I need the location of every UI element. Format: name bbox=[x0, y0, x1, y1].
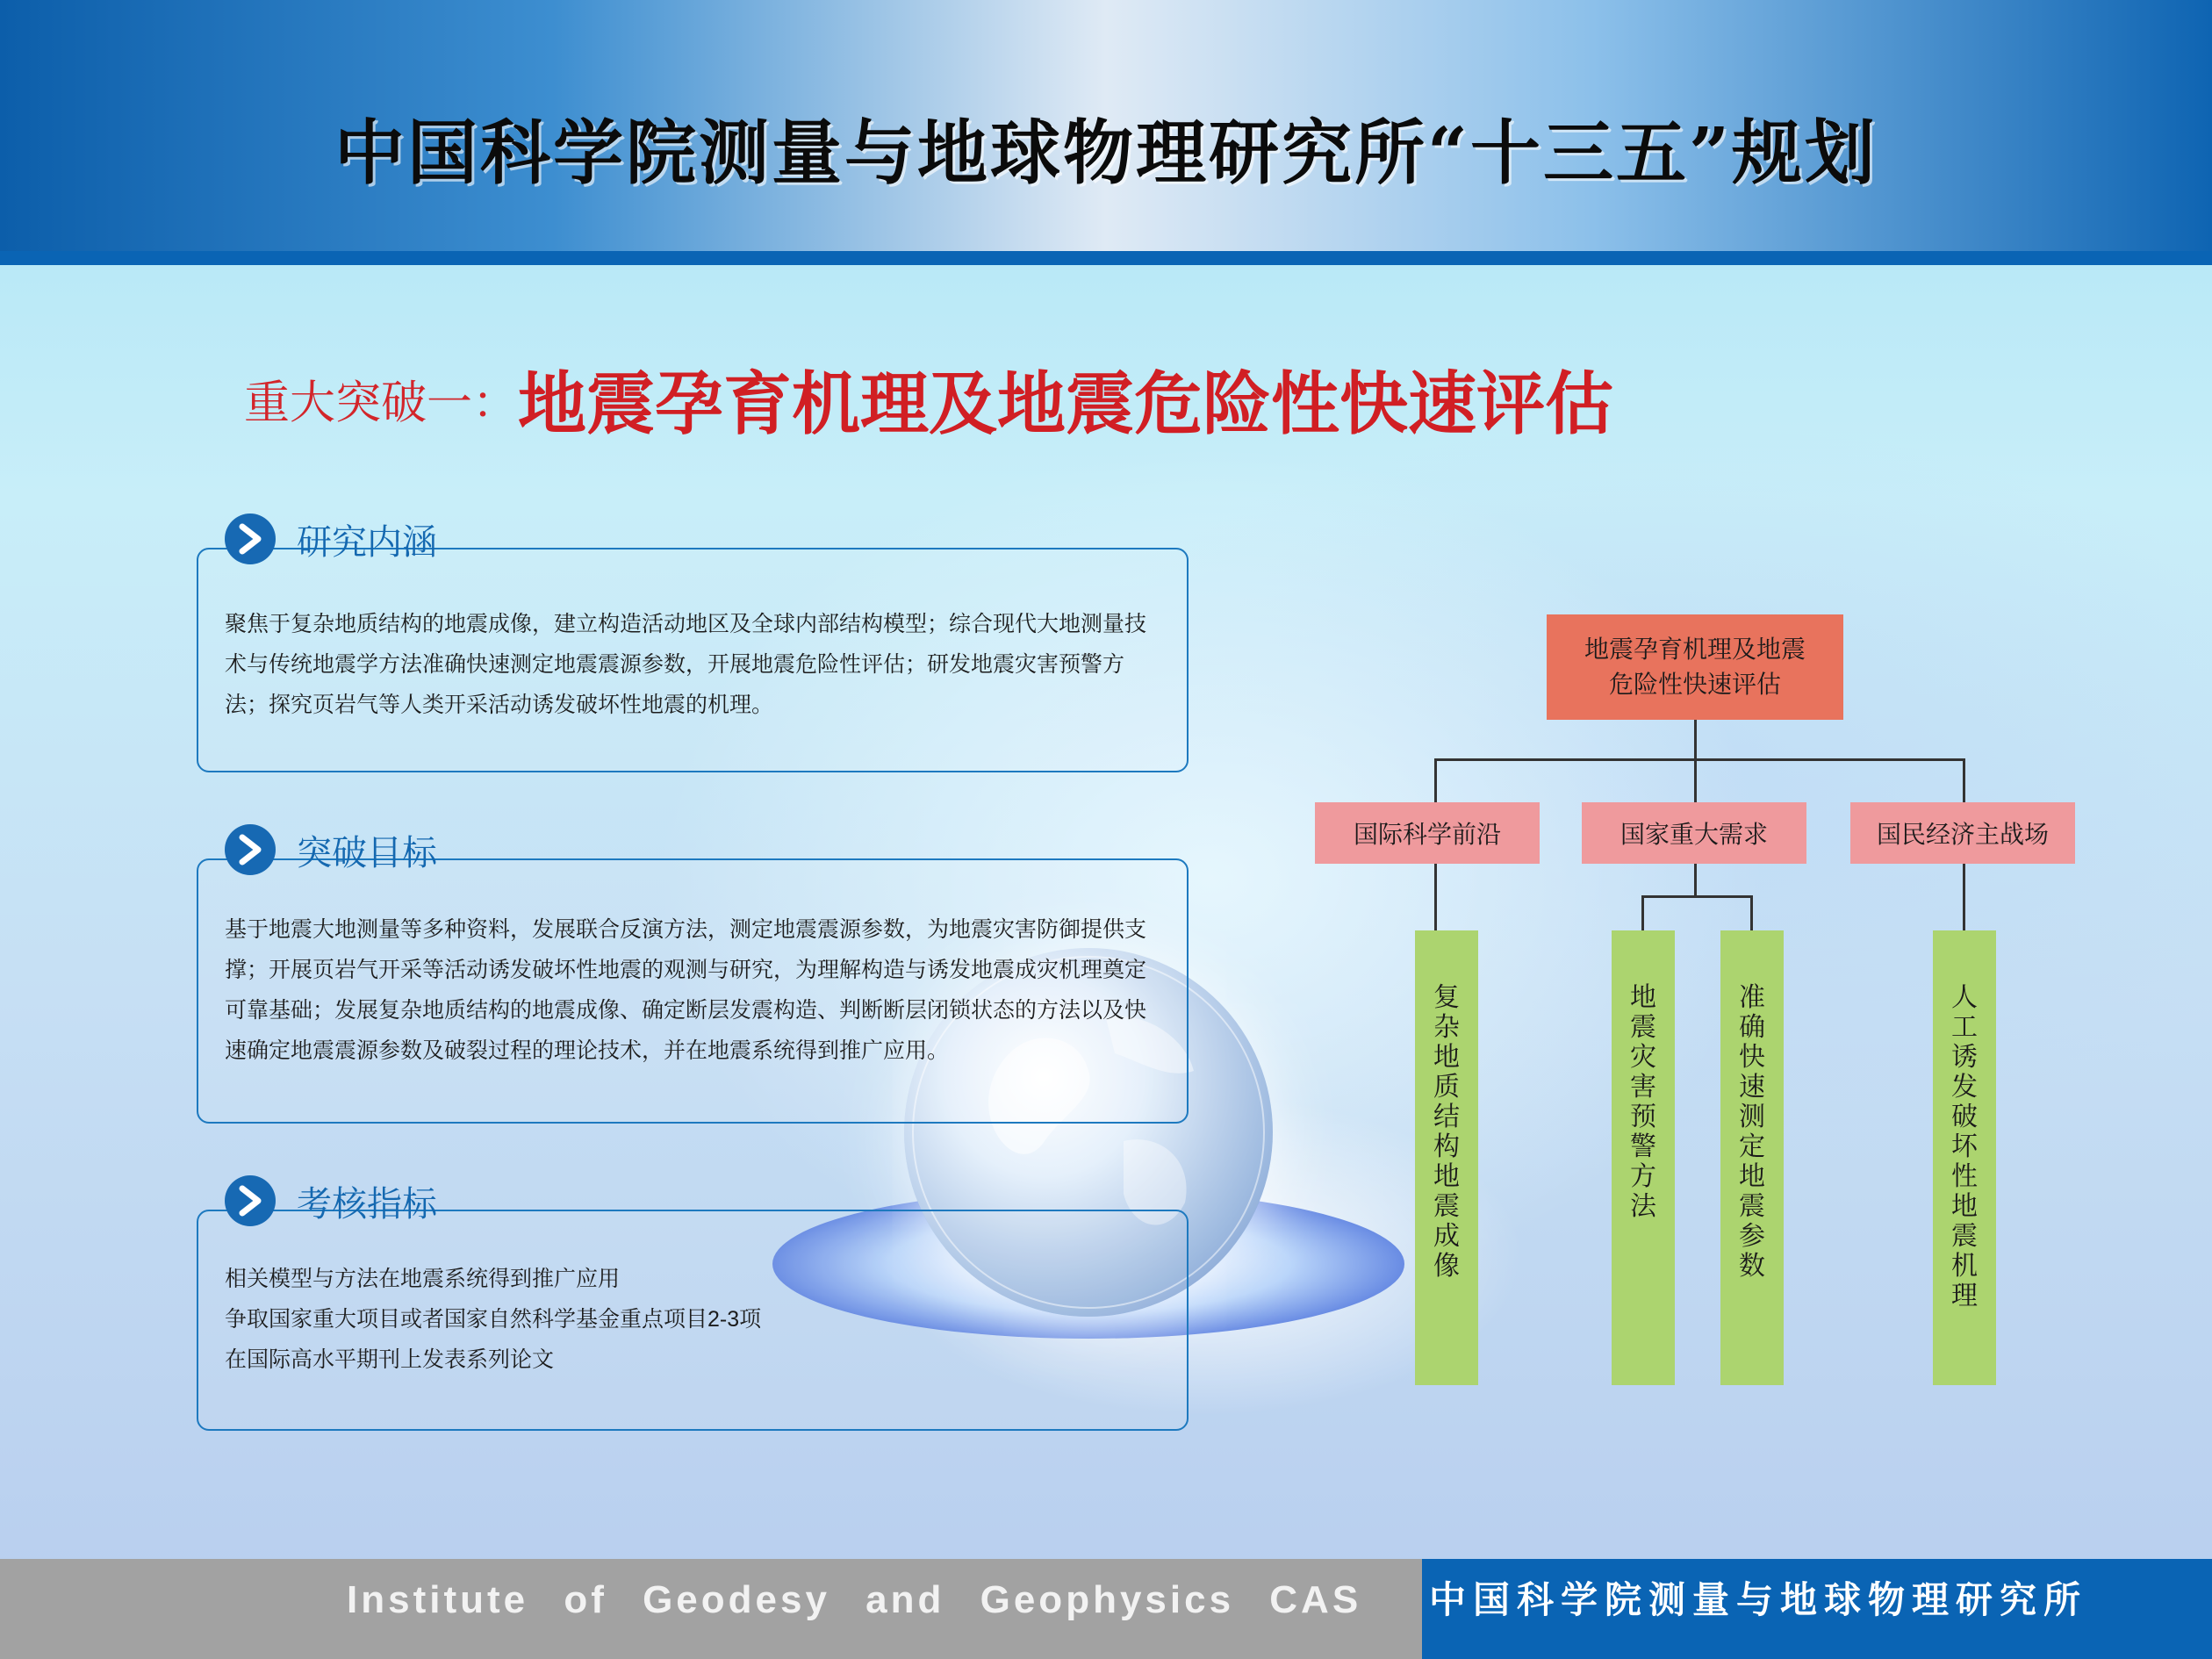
connector bbox=[1750, 895, 1753, 930]
tree-leaf-node bbox=[1612, 930, 1675, 1385]
connector bbox=[1963, 864, 1965, 930]
connector bbox=[1434, 758, 1437, 802]
section-title: 突破目标 bbox=[297, 833, 437, 873]
body-line: 可靠基础；发展复杂地质结构的地震成像、确定断层发震构造、判断断层闭锁状态的方法以及快 bbox=[225, 998, 1147, 1023]
section-header bbox=[225, 823, 451, 876]
section-research-content bbox=[197, 522, 1189, 772]
body-line: 相关模型与方法在地震系统得到推广应用 bbox=[225, 1267, 621, 1291]
body-line: 在国际高水平期刊上发表系列论文 bbox=[225, 1347, 555, 1372]
headline-prefix: 重大突破一： bbox=[244, 377, 519, 429]
body-line: 基于地震大地测量等多种资料，发展联合反演方法，测定地震震源参数，为地震灾害防御提供支 bbox=[225, 917, 1147, 942]
header-band bbox=[0, 251, 2212, 265]
body-line: 争取国家重大项目或者国家自然科学基金重点项目2-3项 bbox=[225, 1307, 762, 1332]
leaf-label: 准确快速测定地震参数 bbox=[1739, 983, 1765, 1281]
body-line: 聚焦于复杂地质结构的地震成像，建立构造活动地区及全球内部结构模型；综合现代大地测量技 bbox=[225, 612, 1147, 636]
connector bbox=[1694, 758, 1697, 802]
breakthrough-headline bbox=[244, 349, 1613, 448]
connector bbox=[1694, 720, 1697, 760]
leaf-label: 人工诱发破坏性地震机理 bbox=[1951, 983, 1978, 1311]
section-body bbox=[225, 604, 1164, 725]
section-body bbox=[225, 1259, 1164, 1380]
section-header bbox=[225, 513, 451, 565]
section-title: 考核指标 bbox=[297, 1184, 437, 1224]
body-line: 法；探究页岩气等人类开采活动诱发破坏性地震的机理。 bbox=[225, 693, 774, 717]
leaf-label: 复杂地质结构地震成像 bbox=[1433, 983, 1460, 1281]
tree-leaf-node bbox=[1415, 930, 1478, 1385]
connector bbox=[1641, 895, 1644, 930]
footer-chinese-name: 中国科学院测量与地球物理研究所 bbox=[1429, 1578, 2088, 1621]
root-label-line: 地震孕育机理及地震 bbox=[1584, 636, 1806, 663]
connector bbox=[1434, 864, 1437, 930]
connector bbox=[1641, 895, 1750, 898]
body-line: 术与传统地震学方法准确快速测定地震震源参数，开展地震危险性评估；研发地震灾害预警方 bbox=[225, 652, 1125, 677]
connector bbox=[1694, 864, 1697, 897]
headline-main: 地震孕育机理及地震危险性快速评估 bbox=[518, 364, 1614, 444]
tree-root-node bbox=[1547, 614, 1843, 720]
chevron-right-icon bbox=[225, 824, 276, 875]
tree-leaf-node bbox=[1933, 930, 1996, 1385]
section-assessment-indicators bbox=[197, 1184, 1189, 1431]
section-body bbox=[225, 909, 1164, 1071]
section-header bbox=[225, 1174, 451, 1227]
tree-mid-node: 国家重大需求 bbox=[1582, 802, 1806, 864]
section-breakthrough-goals bbox=[197, 833, 1189, 1124]
leaf-label: 地震灾害预警方法 bbox=[1630, 983, 1656, 1221]
body-line: 速确定地震震源参数及破裂过程的理论技术，并在地震系统得到推广应用。 bbox=[225, 1038, 950, 1063]
footer-english-name: Institute of Geodesy and Geophysics CAS bbox=[347, 1578, 1362, 1621]
chevron-right-icon bbox=[225, 1175, 276, 1226]
tree-leaf-node bbox=[1720, 930, 1784, 1385]
tree-mid-node: 国际科学前沿 bbox=[1315, 802, 1540, 864]
connector bbox=[1963, 758, 1965, 802]
page-title: 中国科学院测量与地球物理研究所“十三五”规划 bbox=[334, 111, 1878, 194]
connector bbox=[1434, 758, 1964, 761]
body-line: 撑；开展页岩气开采等活动诱发破坏性地震的观测与研究，为理解构造与诱发地震成灾机理奠定 bbox=[225, 958, 1147, 982]
section-title: 研究内涵 bbox=[297, 522, 437, 562]
chevron-right-icon bbox=[225, 514, 276, 564]
tree-mid-node: 国民经济主战场 bbox=[1850, 802, 2075, 864]
root-label-line: 危险性快速评估 bbox=[1608, 671, 1781, 698]
